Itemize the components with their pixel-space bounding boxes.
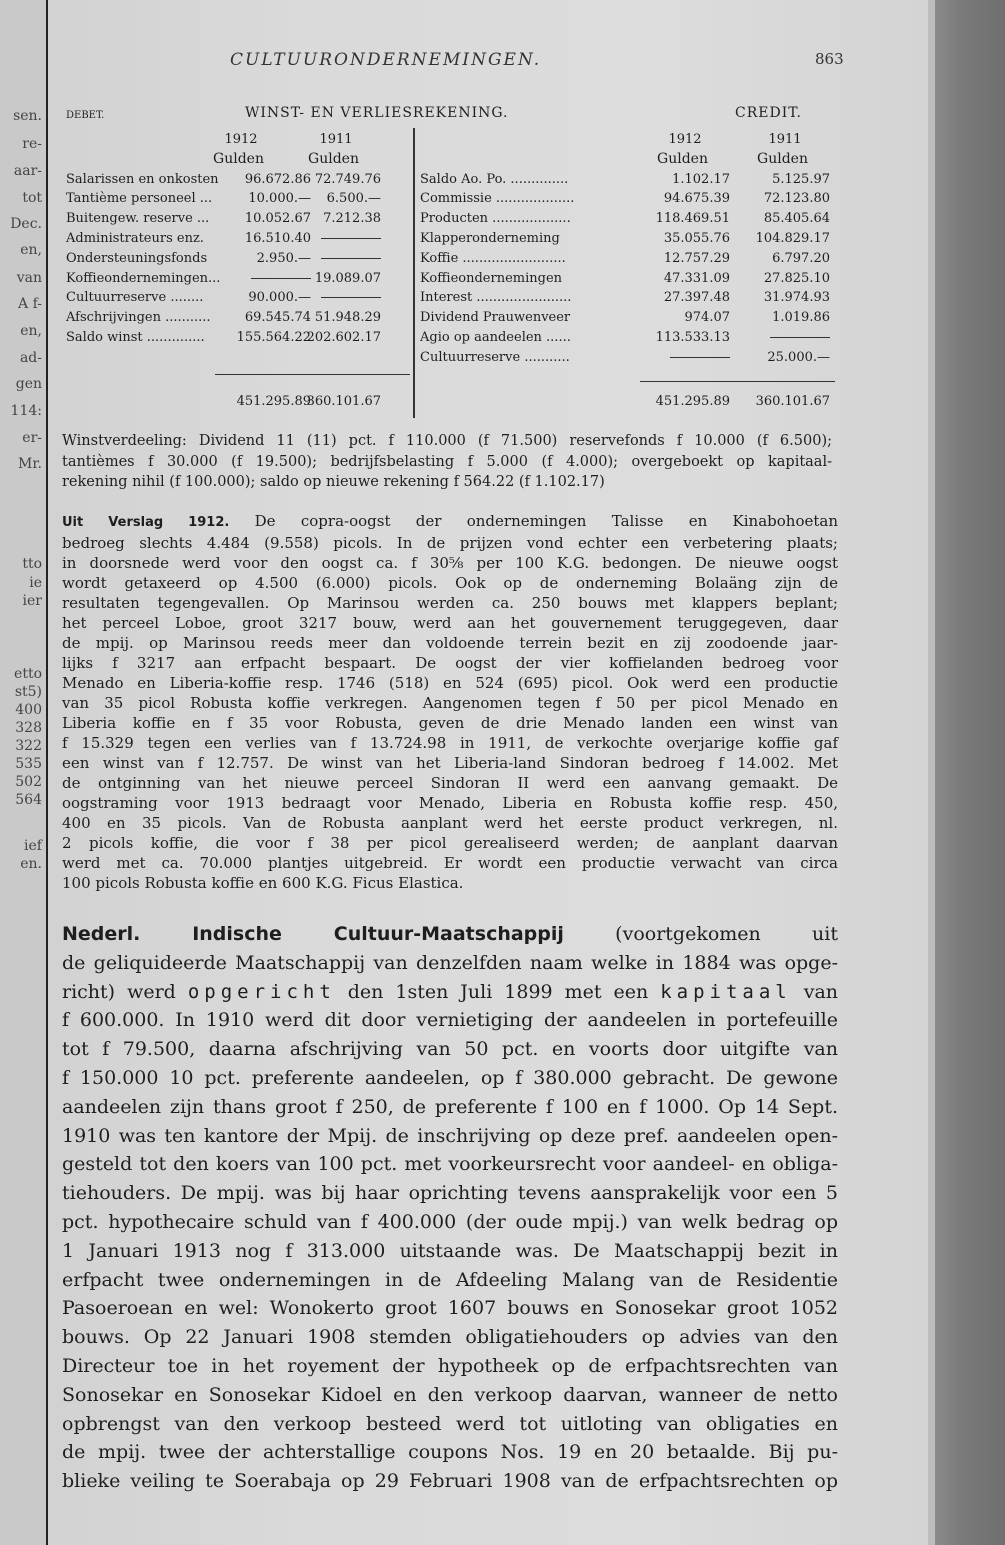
year-header-row xyxy=(66,130,411,150)
report-line: Liberia koffie en f 35 voor Robusta, geven de drie Menado landen een winst van xyxy=(62,714,838,732)
previous-page-fragment: 502 xyxy=(15,774,42,790)
previous-page-fragment: tto xyxy=(22,556,42,572)
amount-y1912: 10.052.67 xyxy=(244,211,311,227)
ledger-row xyxy=(420,249,830,269)
row-label: Buitengew. reserve ... xyxy=(66,211,210,227)
ledger-row xyxy=(66,288,411,308)
row-label: Administrateurs enz. xyxy=(66,230,204,246)
report-line: het perceel Loboe, groot 3217 bouw, werd aan het gouvernement teruggegeven, daar xyxy=(62,614,838,632)
amount-y1911: 19.089.07 xyxy=(314,270,381,286)
company-line: f 600.000. In 1910 werd dit door vernietiging der aandeelen in portefeuille xyxy=(62,1009,838,1032)
company-line: opbrengst van den verkoop besteed werd tot uitloting van obligaties en xyxy=(62,1412,838,1435)
previous-page-fragment: 322 xyxy=(15,738,42,754)
unit-header-row xyxy=(66,150,411,170)
amount-y1912 xyxy=(670,348,730,368)
row-label: Afschrijvingen ........... xyxy=(66,310,211,326)
report-line: bedroeg slechts 4.484 (9.558) picols. In de prijzen vond echter een verbetering plaats; xyxy=(62,534,838,552)
ledger-row xyxy=(66,249,411,269)
previous-page-fragment: Dec. xyxy=(10,216,42,232)
report-line: De copra-oogst der ondernemingen Talisse en Kinabohoetan xyxy=(229,512,838,530)
annual-report-paragraph xyxy=(62,511,838,893)
previous-page-fragment: 400 xyxy=(15,702,42,718)
nil-dash xyxy=(251,278,311,279)
row-label: Salarissen en onkosten xyxy=(66,171,219,187)
nil-dash xyxy=(770,337,830,338)
previous-page-fragment: ier xyxy=(22,593,42,609)
previous-page-fragment: en, xyxy=(20,242,42,258)
report-line: oogstraming voor 1913 bedraagt voor Menado, Liberia en Robusta koffie resp. 450, xyxy=(62,794,838,812)
company-line: 1910 was ten kantore der Mpij. de inschrijving op deze pref. aandeelen open- xyxy=(62,1124,838,1147)
credit-total-1912: 451.295.89 xyxy=(655,394,730,409)
row-label: Tantième personeel ... xyxy=(66,191,213,207)
amount-y1912: 96.672.86 xyxy=(244,171,311,187)
previous-page-fragment: aar- xyxy=(13,163,42,179)
nil-dash xyxy=(321,258,381,259)
ledger-row xyxy=(66,209,411,229)
report-first-line xyxy=(62,511,838,533)
debit-table xyxy=(66,130,411,348)
amount-y1912: 2.950.— xyxy=(256,250,311,266)
report-line: van 35 picol Robusta koffie verkregen. Aangenomen tegen f 50 per picol Menado en xyxy=(62,694,838,712)
company-line: tiehouders. De mpij. was bij haar oprichting tevens aansprakelijk voor een 5 xyxy=(62,1182,838,1205)
ledger-row xyxy=(420,189,830,209)
ledger-row xyxy=(420,308,830,328)
amount-y1912: 90.000.— xyxy=(248,290,311,306)
amount-y1911 xyxy=(770,328,830,348)
ledger-title: WINST- EN VERLIESREKENING. xyxy=(245,105,509,121)
amount-y1911: 25.000.— xyxy=(767,349,830,365)
company-entry xyxy=(62,920,838,1496)
company-line: f 150.000 10 pct. preferente aandeelen, op f 380.000 gebracht. De gewone xyxy=(62,1066,838,1089)
amount-y1911 xyxy=(321,288,381,308)
report-line: lijks f 3217 aan erfpacht bespaart. De oogst der vier koffielanden bedroeg voor xyxy=(62,654,838,672)
ledger-row xyxy=(420,269,830,289)
company-line: pct. hypothecaire schuld van f 400.000 (der oude mpij.) van welk bedrag op xyxy=(62,1210,838,1233)
ledger-row xyxy=(66,189,411,209)
amount-y1911 xyxy=(321,229,381,249)
company-line: tot f 79.500, daarna afschrijving van 50 pct. en voorts door uitgifte van xyxy=(62,1038,838,1061)
report-line: de mpij. op Marinsou reeds meer dan voldoende terrein bezit en zij zoodoende jaar- xyxy=(62,634,838,652)
ledger-row xyxy=(66,269,411,289)
amount-y1911: 7.212.38 xyxy=(323,211,381,227)
previous-page-fragment: van xyxy=(16,270,42,286)
previous-page-fragment: en. xyxy=(20,856,42,872)
previous-page-fragment: gen xyxy=(15,376,42,392)
company-line: gesteld tot den koers van 100 pct. met voorkeursrecht voor aandeel- en obliga- xyxy=(62,1153,838,1176)
debit-total-1911: 360.101.67 xyxy=(306,394,381,409)
ledger-row xyxy=(420,348,830,368)
ledger-row xyxy=(420,209,830,229)
unit-label: Gulden xyxy=(757,150,808,167)
amount-y1912: 35.055.76 xyxy=(663,230,730,246)
amount-y1912: 69.545.74 xyxy=(244,310,311,326)
amount-y1912: 12.757.29 xyxy=(663,250,730,266)
amount-y1911: 51.948.29 xyxy=(314,310,381,326)
emphasis-opgericht: opgericht xyxy=(187,980,336,1003)
company-heading-line xyxy=(62,920,838,949)
unit-label: Gulden xyxy=(308,150,359,167)
debit-label: DEBET. xyxy=(66,110,105,121)
row-label: Saldo Ao. Po. .............. xyxy=(420,171,569,187)
previous-page-fragment: A f- xyxy=(18,296,42,312)
amount-y1911: 6.500.— xyxy=(326,191,381,207)
company-line: de mpij. twee der achterstallige coupons Nos. 19 en 20 betaalde. Bij pu- xyxy=(62,1441,838,1464)
ledger-row xyxy=(420,229,830,249)
amount-y1911: 85.405.64 xyxy=(763,211,830,227)
company-line: Pasoeroean en wel: Wonokerto groot 1607 bouws en Sonosekar groot 1052 xyxy=(62,1297,838,1320)
previous-page-fragment: tot xyxy=(22,190,42,206)
nil-dash xyxy=(670,357,730,358)
report-line: f 15.329 tegen een verlies van f 13.724.98 in 1911, de verkochte overjarige koffie gaf xyxy=(62,734,838,752)
debit-total-1912: 451.295.89 xyxy=(236,394,311,409)
amount-y1911 xyxy=(321,249,381,269)
previous-page-edge xyxy=(0,0,46,1545)
debit-total-rule xyxy=(215,374,410,375)
company-line: (voortgekomen uit xyxy=(563,923,838,945)
row-label: Cultuurreserve ........ xyxy=(66,290,204,306)
amount-y1911: 6.797.20 xyxy=(772,250,830,266)
page-gutter xyxy=(928,0,935,1545)
credit-total-1911: 360.101.67 xyxy=(755,394,830,409)
company-line: de geliquideerde Maatschappij van denzelfden naam welke in 1884 was opge- xyxy=(62,951,838,974)
nil-dash xyxy=(321,238,381,239)
amount-y1912: 118.469.51 xyxy=(655,211,730,227)
unit-label: Gulden xyxy=(657,150,708,167)
amount-y1912 xyxy=(251,269,311,289)
year-1911: 1911 xyxy=(319,132,353,147)
amount-y1912: 27.397.48 xyxy=(663,290,730,306)
ledger-row xyxy=(420,328,830,348)
row-label: Cultuurreserve ........... xyxy=(420,349,570,365)
year-1912: 1912 xyxy=(224,132,258,147)
report-line: de ontginning van het nieuwe perceel Sindoran II werd een aanvang gemaakt. De xyxy=(62,774,838,792)
amount-y1911: 5.125.97 xyxy=(772,171,830,187)
row-label: Koffieondernemingen xyxy=(420,270,563,286)
note-line: Winstverdeeling: Dividend 11 (11) pct. f 110.000 (f 71.500) reservefonds f 10.000 (f 6.500); xyxy=(62,433,832,449)
previous-page-fragment: st5) xyxy=(14,684,42,700)
report-line: wordt getaxeerd op 4.500 (6.000) picols. Ook op de onderneming Bolaäng zijn de xyxy=(62,574,838,592)
report-line: een winst van f 12.757. De winst van het Liberia-land Sindoran bedroeg f 14.002. Met xyxy=(62,754,838,772)
row-label: Saldo winst .............. xyxy=(66,329,205,345)
previous-page-fragment: ief xyxy=(24,838,42,854)
running-title: CULTUURONDERNEMINGEN. xyxy=(230,50,542,70)
debit-total-row xyxy=(66,392,411,412)
amount-y1912: 155.564.22 xyxy=(236,329,311,345)
report-line: werd met ca. 70.000 plantjes uitgebreid. Er wordt een productie verwacht van circa xyxy=(62,854,838,872)
company-line: 1 Januari 1913 nog f 313.000 uitstaande was. De Maatschappij bezit in xyxy=(62,1239,838,1262)
amount-y1911: 27.825.10 xyxy=(763,270,830,286)
amount-y1912: 16.510.40 xyxy=(244,230,311,246)
company-line xyxy=(62,978,838,1007)
year-1911: 1911 xyxy=(768,132,802,147)
company-line: erfpacht twee ondernemingen in de Afdeeling Malang van de Residentie xyxy=(62,1268,838,1291)
text-run: den 1sten Juli 1899 met een xyxy=(335,980,661,1003)
ledger-row xyxy=(66,328,411,348)
emphasis-kapitaal: kapitaal xyxy=(660,980,792,1003)
company-line: Directeur toe in het royement der hypotheek op de erfpachtsrechten van xyxy=(62,1354,838,1377)
previous-page-fragment: etto xyxy=(14,666,42,682)
report-line: 400 en 35 picols. Van de Robusta aanplant werd het eerste product verkregen, nl. xyxy=(62,814,838,832)
credit-table xyxy=(420,130,830,368)
row-label: Interest ....................... xyxy=(420,290,572,306)
report-line: resultaten tegengevallen. Op Marinsou werden ca. 250 bouws met klappers beplant; xyxy=(62,594,838,612)
previous-page-fragment: re- xyxy=(22,136,42,152)
text-run: richt) werd xyxy=(62,980,188,1003)
ledger-row xyxy=(420,170,830,190)
row-label: Agio op aandeelen ...... xyxy=(420,329,571,345)
previous-page-fragment: 114: xyxy=(10,403,42,419)
company-name: Nederl. Indische Cultuur-Maatschappij xyxy=(62,923,564,945)
previous-page-fragment: ie xyxy=(29,575,42,591)
report-line: 2 picols koffie, die voor f 38 per picol gerealiseerd werden; de aanplant daarvan xyxy=(62,834,838,852)
previous-page-fragment: 328 xyxy=(15,720,42,736)
credit-label: CREDIT. xyxy=(735,105,802,121)
ledger-row xyxy=(66,308,411,328)
row-label: Ondersteuningsfonds xyxy=(66,250,208,266)
ledger-divider xyxy=(413,128,415,418)
previous-page-fragment: 535 xyxy=(15,756,42,772)
scanner-edge xyxy=(935,0,1005,1545)
note-line: rekening nihil (f 100.000); saldo op nieuwe rekening f 564.22 (f 1.102.17) xyxy=(62,474,605,490)
previous-page-fragment: Mr. xyxy=(18,456,42,472)
amount-y1912: 1.102.17 xyxy=(672,171,730,187)
report-line: in doorsnede werd voor den oogst ca. f 30⅝ per 100 K.G. bedongen. De nieuwe oogst xyxy=(62,554,838,572)
credit-total-row xyxy=(420,392,830,412)
amount-y1911: 31.974.93 xyxy=(763,290,830,306)
row-label: Dividend Prauwenveer xyxy=(420,310,571,326)
winstverdeeling-note xyxy=(62,431,832,493)
row-label: Commissie ................... xyxy=(420,191,575,207)
report-label: Uit Verslag 1912. xyxy=(62,515,230,530)
amount-y1911: 72.123.80 xyxy=(763,191,830,207)
amount-y1912: 10.000.— xyxy=(248,191,311,207)
report-line: Menado en Liberia-koffie resp. 1746 (518) en 524 (695) picol. Ook werd een productie xyxy=(62,674,838,692)
amount-y1911: 202.602.17 xyxy=(306,329,381,345)
year-1912: 1912 xyxy=(668,132,702,147)
row-label: Producten ................... xyxy=(420,211,571,227)
nil-dash xyxy=(321,297,381,298)
ledger-row xyxy=(66,229,411,249)
amount-y1912: 94.675.39 xyxy=(663,191,730,207)
row-label: Klapperonderneming xyxy=(420,230,560,246)
amount-y1912: 974.07 xyxy=(684,310,730,326)
previous-page-fragment: ad- xyxy=(19,350,42,366)
amount-y1911: 1.019.86 xyxy=(772,310,830,326)
amount-y1911: 104.829.17 xyxy=(755,230,830,246)
unit-label: Gulden xyxy=(213,150,264,167)
text-run: van xyxy=(791,980,839,1003)
company-line: blieke veiling te Soerabaja op 29 Februari 1908 van de erfpachtsrechten op xyxy=(62,1470,838,1493)
note-line: tantièmes f 30.000 (f 19.500); bedrijfsbelasting f 5.000 (f 4.000); overgeboekt op kapitaal- xyxy=(62,453,832,470)
row-label: Koffie ......................... xyxy=(420,250,566,266)
company-line: aandeelen zijn thans groot f 250, de preferente f 100 en f 1000. Op 14 Sept. xyxy=(62,1095,838,1118)
previous-page-fragment: er- xyxy=(22,430,42,446)
company-line: bouws. Op 22 Januari 1908 stemden obligatiehouders op advies van den xyxy=(62,1326,838,1349)
ledger-row xyxy=(420,288,830,308)
row-label: Koffieondernemingen... xyxy=(66,270,221,286)
amount-y1911: 72.749.76 xyxy=(314,171,381,187)
amount-y1912: 47.331.09 xyxy=(663,270,730,286)
company-line: Sonosekar en Sonosekar Kidoel en den verkoop daarvan, wanneer de netto xyxy=(62,1383,838,1406)
report-line: 100 picols Robusta koffie en 600 K.G. Ficus Elastica. xyxy=(62,874,464,892)
amount-y1912: 113.533.13 xyxy=(655,329,730,345)
previous-page-fragment: en, xyxy=(20,323,42,339)
page-number: 863 xyxy=(815,50,844,68)
previous-page-fragment: sen. xyxy=(13,108,42,124)
credit-total-rule xyxy=(640,381,835,382)
ledger-row xyxy=(66,170,411,190)
previous-page-fragment: 564 xyxy=(15,792,42,808)
